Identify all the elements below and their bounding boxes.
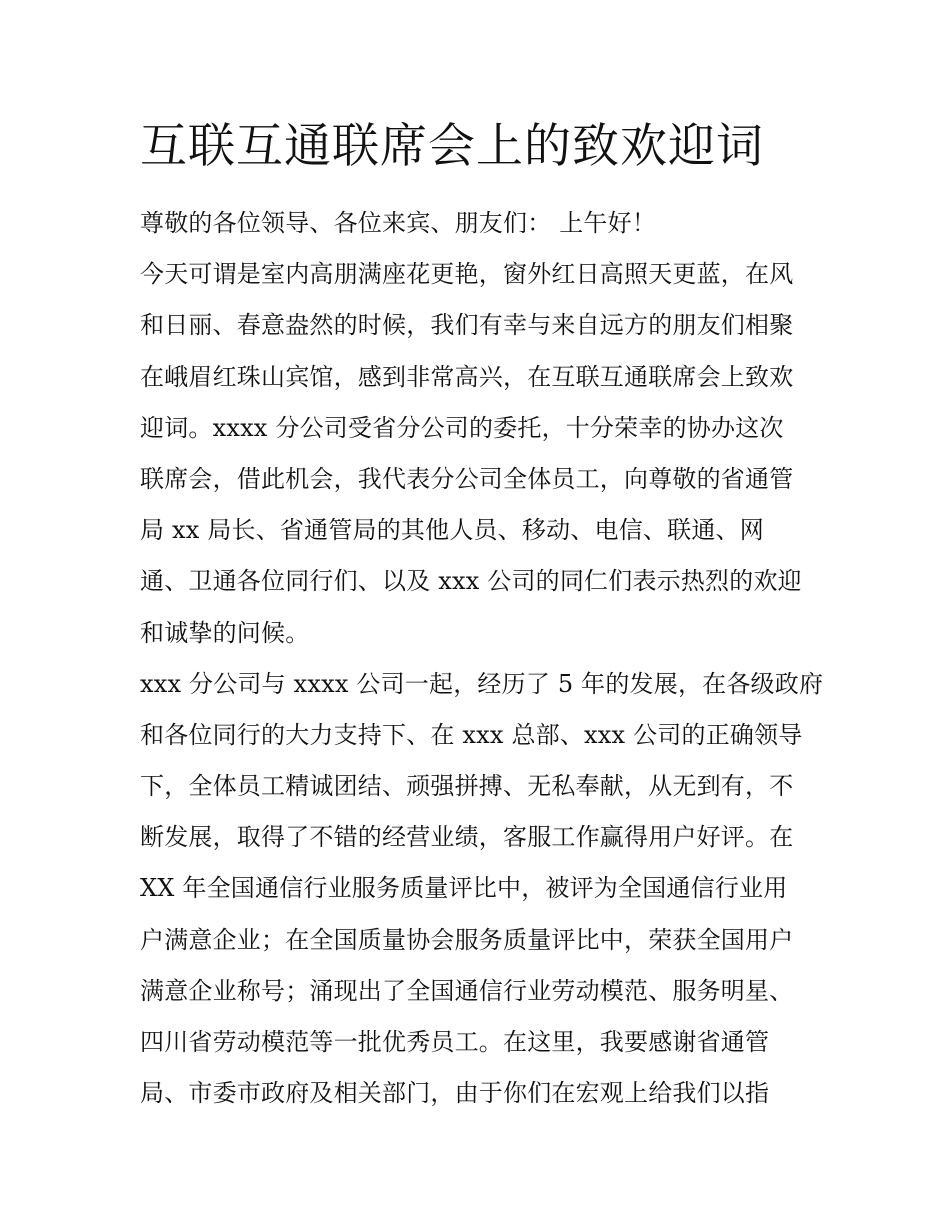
body-line: 通、卫通各位同行们、以及 xxx 公司的同仁们表示热烈的欢迎 (140, 567, 802, 596)
body-line: 尊敬的各位领导、各位来宾、朋友们： 上午好！ (140, 209, 657, 237)
body-line: 下，全体员工精诚团结、顽强拼搏、无私奉献，从无到有，不 (140, 772, 794, 801)
body-line: xxx 分公司与 xxxx 公司一起，经历了 5 年的发展，在各级政府 (140, 669, 824, 698)
body-line: 和诚挚的问候。 (140, 618, 310, 647)
body-line: XX 年全国通信行业服务质量评比中，被评为全国通信行业用 (140, 874, 788, 903)
body-line: 断发展，取得了不错的经营业绩，客服工作赢得用户好评。在 (140, 823, 794, 852)
body-line: 满意企业称号；涌现出了全国通信行业劳动模范、服务明星、 (140, 976, 794, 1005)
document-body (140, 202, 824, 1123)
body-line: 迎词。xxxx 分公司受省分公司的委托，十分荣幸的协办这次 (140, 413, 784, 442)
body-line: 在峨眉红珠山宾馆，感到非常高兴，在互联互通联席会上致欢 (140, 362, 794, 391)
body-line: 四川省劳动模范等一批优秀员工。在这里，我要感谢省通管 (140, 1028, 770, 1056)
body-line: 户满意企业；在全国质量协会服务质量评比中，荣获全国用户 (140, 925, 794, 954)
body-line: 今天可谓是室内高朋满座花更艳，窗外红日高照天更蓝，在风 (140, 260, 794, 289)
body-line: 和各位同行的大力支持下、在 xxx 总部、xxx 公司的正确领导 (140, 720, 803, 749)
body-line: 局、市委市政府及相关部门，由于你们在宏观上给我们以指 (140, 1079, 770, 1108)
document-title: 互联互通联席会上的致欢迎词 (140, 119, 764, 174)
body-line: 局 xx 局长、省通管局的其他人员、移动、电信、联通、网 (140, 516, 764, 545)
body-line: 联席会，借此机会，我代表分公司全体员工，向尊敬的省通管 (140, 464, 794, 493)
body-line: 和日丽、春意盎然的时候，我们有幸与来自远方的朋友们相聚 (140, 311, 794, 340)
